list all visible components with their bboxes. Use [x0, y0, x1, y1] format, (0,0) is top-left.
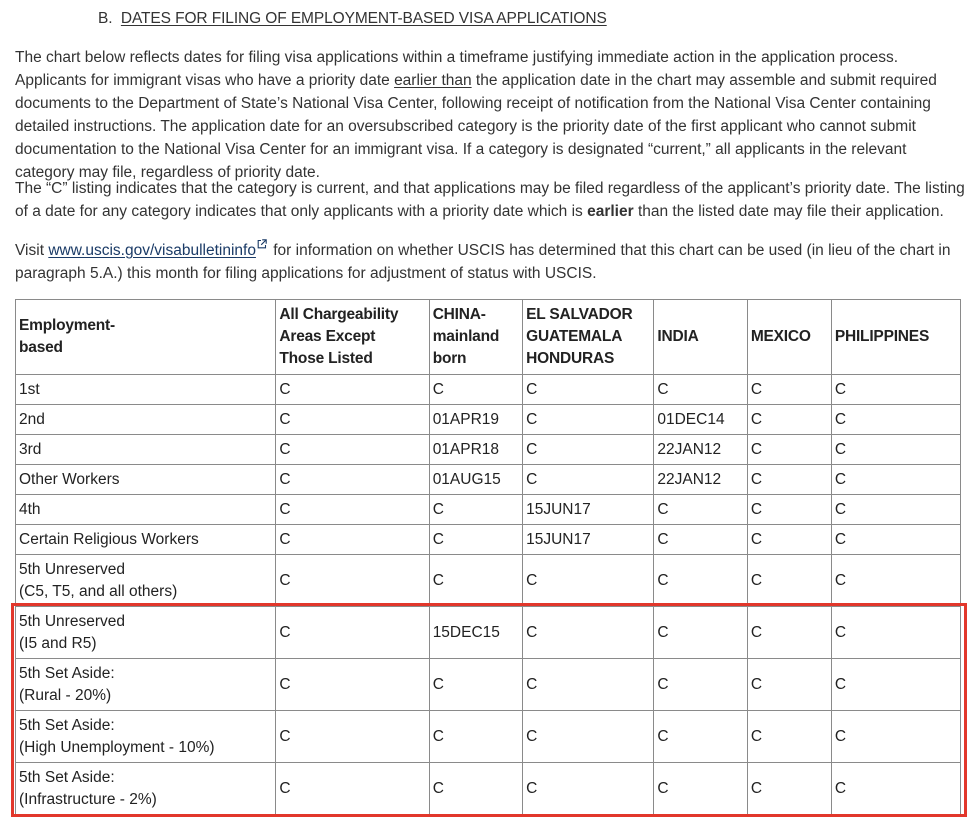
table-row — [16, 711, 961, 763]
header-line: Those Listed — [279, 350, 373, 367]
row-category-cell — [16, 555, 276, 607]
row-category-cell — [16, 405, 276, 435]
row-value-cell: C — [429, 495, 522, 525]
row-value-cell: C — [276, 525, 429, 555]
header-employment-based — [16, 300, 276, 375]
section-title: DATES FOR FILING OF EMPLOYMENT-BASED VISA APPLICATIONS — [120, 10, 607, 27]
row-value-cell: 01DEC14 — [654, 405, 747, 435]
row-value-cell: C — [276, 435, 429, 465]
row-category-label: 5th Set Aside: — [19, 664, 115, 682]
row-value-cell: C — [429, 375, 522, 405]
row-value-cell: C — [747, 555, 831, 607]
row-value-cell: C — [276, 607, 429, 659]
row-category-cell — [16, 435, 276, 465]
row-category-label: 2nd — [19, 410, 45, 428]
row-category-label: Certain Religious Workers — [19, 530, 199, 548]
table-row — [16, 495, 961, 525]
row-category-label: Other Workers — [19, 470, 120, 488]
row-value-cell: C — [831, 607, 960, 659]
section-letter: B. — [98, 10, 113, 27]
row-value-cell: C — [523, 607, 654, 659]
row-category-cell — [16, 763, 276, 815]
row-value-cell: C — [523, 711, 654, 763]
header-line: mainland — [432, 328, 500, 345]
row-category-cell — [16, 525, 276, 555]
row-value-cell: C — [831, 525, 960, 555]
row-category-cell — [16, 659, 276, 711]
row-value-cell: C — [654, 375, 747, 405]
header-line: MEXICO — [750, 328, 811, 345]
row-category-label: 5th Unreserved — [19, 612, 125, 630]
row-value-cell: C — [654, 555, 747, 607]
header-line: based — [19, 339, 63, 356]
p3-text-after: for information on whether USCIS has determined that this chart can be used (in lieu of the chart in paragraph 5.A.) this month for filing applications for adjustment of status with USCIS. — [15, 242, 951, 282]
row-category-label: 1st — [19, 380, 40, 398]
row-value-cell: C — [523, 405, 654, 435]
row-value-cell: C — [654, 763, 747, 815]
row-value-cell: C — [654, 525, 747, 555]
row-value-cell: C — [747, 607, 831, 659]
row-value-cell: 15JUN17 — [523, 525, 654, 555]
p2-text-before: The “C” listing indicates that the category is current, and that applications may be filed regardless of the applicant’s priority date. The listing of a date for any category indicates that only applicants with a priority date which is — [15, 180, 965, 220]
row-value-cell: C — [747, 763, 831, 815]
row-category-cell — [16, 495, 276, 525]
row-value-cell: 01APR18 — [429, 435, 522, 465]
row-value-cell: C — [276, 495, 429, 525]
row-category-label: (C5, T5, and all others) — [19, 582, 178, 600]
section-heading — [98, 10, 607, 28]
header-el-salvador-guatemala-honduras — [523, 300, 654, 375]
table-header-row — [16, 300, 961, 375]
row-category-label: 5th Set Aside: — [19, 768, 115, 786]
header-line: GUATEMALA — [526, 328, 623, 345]
p1-underlined-phrase: earlier than — [394, 72, 472, 89]
dates-for-filing-table — [15, 299, 961, 815]
row-value-cell: C — [523, 435, 654, 465]
row-value-cell: C — [654, 659, 747, 711]
row-value-cell: 22JAN12 — [654, 465, 747, 495]
header-line: CHINA- — [432, 306, 486, 323]
row-category-label: (Rural - 20%) — [19, 686, 112, 704]
row-value-cell: C — [276, 465, 429, 495]
row-category-cell — [16, 607, 276, 659]
row-value-cell: C — [523, 555, 654, 607]
header-philippines — [831, 300, 960, 375]
row-value-cell: C — [429, 763, 522, 815]
row-category-label: 5th Set Aside: — [19, 716, 115, 734]
paragraph-c-listing — [15, 177, 965, 223]
row-value-cell: 22JAN12 — [654, 435, 747, 465]
row-value-cell: C — [276, 711, 429, 763]
header-line: EL SALVADOR — [526, 306, 633, 323]
row-value-cell: C — [747, 375, 831, 405]
row-value-cell: C — [654, 711, 747, 763]
row-value-cell: C — [429, 525, 522, 555]
row-category-label: (I5 and R5) — [19, 634, 97, 652]
row-value-cell: C — [654, 607, 747, 659]
row-value-cell: C — [831, 659, 960, 711]
row-value-cell: C — [831, 375, 960, 405]
header-line: HONDURAS — [526, 350, 615, 367]
external-link-icon[interactable] — [257, 239, 267, 249]
row-value-cell: C — [429, 659, 522, 711]
row-value-cell: C — [747, 711, 831, 763]
p1-text-before: The chart below reflects dates for filing visa applications within a timeframe justifying immediate action in the application process. Applicants for immigrant visas who have a priority date — [15, 49, 899, 89]
header-line: Areas Except — [279, 328, 376, 345]
table-row — [16, 465, 961, 495]
row-category-cell — [16, 375, 276, 405]
header-line: INDIA — [657, 328, 699, 345]
header-india — [654, 300, 747, 375]
row-category-label: 3rd — [19, 440, 42, 458]
row-category-cell — [16, 465, 276, 495]
header-mexico — [747, 300, 831, 375]
row-value-cell: C — [747, 405, 831, 435]
row-value-cell: C — [523, 763, 654, 815]
row-value-cell: 15JUN17 — [523, 495, 654, 525]
row-value-cell: C — [523, 375, 654, 405]
row-value-cell: C — [276, 405, 429, 435]
table-row — [16, 763, 961, 815]
row-value-cell: C — [831, 465, 960, 495]
row-value-cell: C — [831, 495, 960, 525]
row-category-cell — [16, 711, 276, 763]
row-value-cell: C — [831, 405, 960, 435]
row-category-label: 5th Unreserved — [19, 560, 125, 578]
paragraph-uscis-visit — [15, 239, 965, 285]
row-value-cell: C — [523, 465, 654, 495]
table-row — [16, 405, 961, 435]
row-category-label: (High Unemployment - 10%) — [19, 738, 215, 756]
p2-text-after: than the listed date may file their application. — [633, 203, 944, 220]
paragraph-filing-dates — [15, 46, 965, 184]
p2-bold-word: earlier — [587, 203, 634, 220]
row-value-cell: C — [429, 711, 522, 763]
row-value-cell: C — [747, 465, 831, 495]
row-category-label: 4th — [19, 500, 41, 518]
table-row — [16, 375, 961, 405]
row-value-cell: C — [429, 555, 522, 607]
row-value-cell: 01APR19 — [429, 405, 522, 435]
row-value-cell: C — [831, 711, 960, 763]
uscis-link[interactable]: www.uscis.gov/visabulletininfo — [48, 242, 256, 259]
table-row — [16, 525, 961, 555]
row-value-cell: C — [276, 555, 429, 607]
header-line: PHILIPPINES — [834, 328, 930, 345]
header-line: All Chargeability — [279, 306, 399, 323]
table-row — [16, 607, 961, 659]
row-value-cell: 01AUG15 — [429, 465, 522, 495]
table-row — [16, 659, 961, 711]
row-value-cell: 15DEC15 — [429, 607, 522, 659]
row-value-cell: C — [276, 659, 429, 711]
header-china — [429, 300, 522, 375]
p3-text-before: Visit — [15, 242, 49, 259]
header-line: Employment- — [19, 317, 115, 334]
row-value-cell: C — [747, 495, 831, 525]
table-row — [16, 435, 961, 465]
header-all-chargeability — [276, 300, 429, 375]
header-line: born — [432, 350, 467, 367]
row-value-cell: C — [747, 435, 831, 465]
row-value-cell: C — [831, 555, 960, 607]
row-value-cell: C — [747, 525, 831, 555]
table-row — [16, 555, 961, 607]
row-value-cell: C — [654, 495, 747, 525]
row-value-cell: C — [276, 763, 429, 815]
row-value-cell: C — [276, 375, 429, 405]
row-value-cell: C — [523, 659, 654, 711]
p1-text-after: the application date in the chart may assemble and submit required documents to the Department of State’s National Visa Center, following receipt of notification from the National Visa Center containing detailed instructions. The application date for an oversubscribed category is the priority date of the first applicant who cannot submit documentation to the National Visa Center for an immigrant visa. If a category is designated “current,” all applicants in the relevant category may file, regardless of priority date. — [15, 72, 937, 181]
row-value-cell: C — [831, 435, 960, 465]
row-value-cell: C — [831, 763, 960, 815]
row-category-label: (Infrastructure - 2%) — [19, 790, 157, 808]
row-value-cell: C — [747, 659, 831, 711]
